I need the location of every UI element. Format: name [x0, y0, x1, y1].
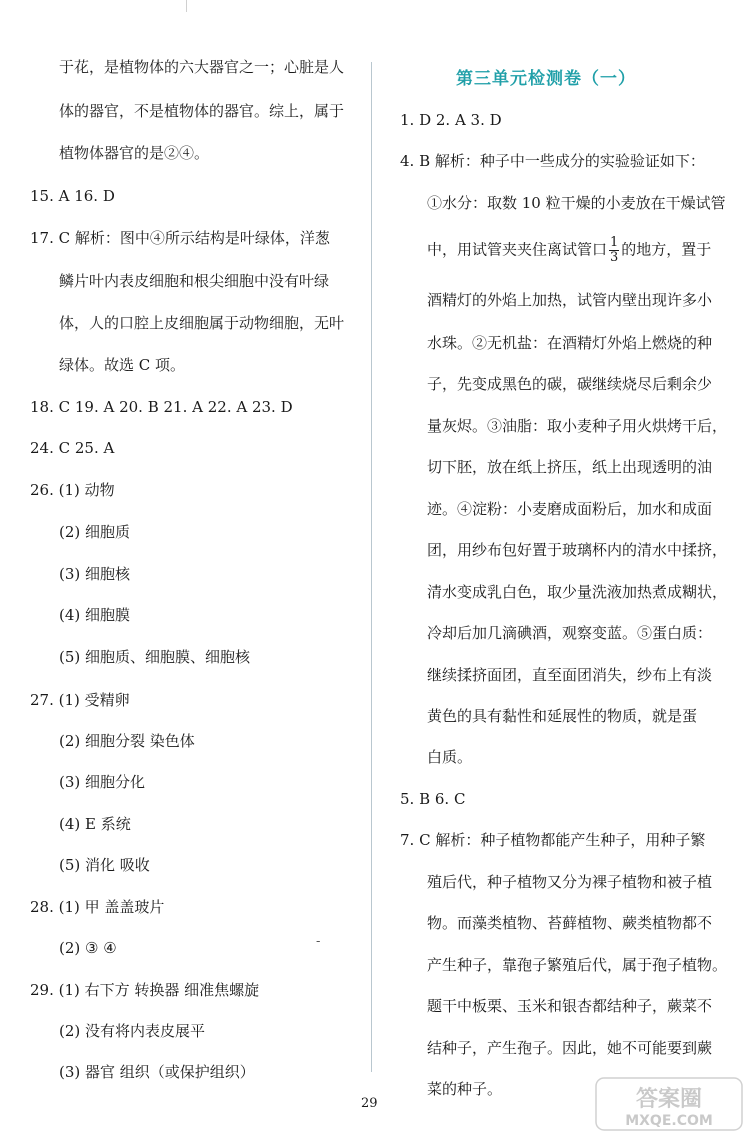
- text-segment: 中，用试管夹夹住离试管口: [427, 240, 608, 259]
- text-line-with-fraction: [427, 236, 711, 265]
- text-line: 继续揉挤面团，直至面团消失，纱布上有淡: [427, 666, 713, 684]
- sub-answer-line: (2) 细胞质: [59, 523, 131, 541]
- watermark-logo: [594, 1076, 744, 1132]
- text-line: 殖后代，种子植物又分为裸子植物和被子植: [427, 873, 713, 891]
- text-line: 迹。④淀粉：小麦磨成面粉后，加水和成面: [427, 500, 713, 518]
- answer-line: 1. D 2. A 3. D: [400, 111, 502, 129]
- watermark-line2: MXQE.COM: [625, 1113, 713, 1129]
- text-line: 冷却后加几滴碘酒，观察变蓝。⑤蛋白质：: [427, 624, 713, 642]
- sub-answer-line: (2) ③ ④: [59, 939, 117, 957]
- sub-answer-line: (5) 细胞质、细胞膜、细胞核: [59, 648, 251, 666]
- text-line: ①水分：取数 10 粒干燥的小麦放在干燥试管: [427, 194, 726, 212]
- sub-answer-line: (2) 细胞分裂 染色体: [59, 732, 195, 750]
- text-line: 团，用纱布包好置于玻璃杯内的清水中揉挤，: [427, 541, 728, 559]
- text-line: 于花，是植物体的六大器官之一；心脏是人: [59, 58, 345, 76]
- text-line: 绿体。故选 C 项。: [59, 356, 186, 374]
- text-line: 题干中板栗、玉米和银杏都结种子，蕨菜不: [427, 997, 713, 1015]
- text-line: 物。而藻类植物、苔藓植物、蕨类植物都不: [427, 914, 713, 932]
- text-line: 结种子，产生孢子。因此，她不可能要到蕨: [427, 1039, 713, 1057]
- answer-line: 28. (1) 甲 盖盖玻片: [30, 898, 165, 916]
- page-number: 29: [361, 1096, 378, 1111]
- answer-line: 4. B 解析：种子中一些成分的实验验证如下：: [400, 152, 705, 170]
- text-line: 体的器官，不是植物体的器官。综上，属于: [59, 102, 345, 120]
- text-line: 酒精灯的外焰上加热，试管内壁出现许多小: [427, 291, 713, 309]
- text-line: 菜的种子。: [427, 1080, 503, 1098]
- text-line: 清水变成乳白色，取少量洗液加热煮成糊状，: [427, 583, 728, 601]
- fraction-numerator: 1: [610, 235, 619, 250]
- fraction-denominator: 3: [610, 250, 619, 265]
- sub-answer-line: (5) 消化 吸收: [59, 856, 150, 874]
- sub-answer-line: (4) 细胞膜: [59, 606, 131, 624]
- sub-answer-line: (4) E 系统: [59, 815, 131, 833]
- column-divider: [371, 62, 372, 1072]
- stray-mark: -: [316, 934, 321, 949]
- answer-line: 15. A 16. D: [30, 187, 115, 205]
- text-line: 量灰烬。③油脂：取小麦种子用火烘烤干后，: [427, 417, 728, 435]
- answer-line: 26. (1) 动物: [30, 481, 115, 499]
- answer-line: 17. C 解析：图中④所示结构是叶绿体，洋葱: [30, 229, 330, 247]
- sub-answer-line: (3) 细胞核: [59, 565, 131, 583]
- top-tick-mark: [186, 0, 187, 12]
- sub-answer-line: (2) 没有将内表皮展平: [59, 1022, 206, 1040]
- text-line: 子，先变成黑色的碳，碳继续烧尽后剩余少: [427, 375, 713, 393]
- text-line: 黄色的具有黏性和延展性的物质，就是蛋: [427, 707, 698, 725]
- text-line: 体，人的口腔上皮细胞属于动物细胞，无叶: [59, 314, 345, 332]
- text-line: 鳞片叶内表皮细胞和根尖细胞中没有叶绿: [59, 272, 330, 290]
- text-line: 白质。: [427, 748, 473, 766]
- answer-line: 18. C 19. A 20. B 21. A 22. A 23. D: [30, 398, 293, 416]
- answer-line: 29. (1) 右下方 转换器 细准焦螺旋: [30, 981, 260, 999]
- answer-line: 5. B 6. C: [400, 790, 466, 808]
- watermark-line1: 答案圈: [635, 1087, 703, 1112]
- text-line: 水珠。②无机盐：在酒精灯外焰上燃烧的种: [427, 334, 713, 352]
- section-title: 第三单元检测卷（一）: [456, 69, 636, 89]
- text-segment: 的地方，置于: [621, 240, 712, 259]
- sub-answer-line: (3) 器官 组织（或保护组织）: [59, 1063, 255, 1081]
- text-line: 产生种子，靠孢子繁殖后代，属于孢子植物。: [427, 956, 728, 974]
- text-line: 切下胚，放在纸上挤压，纸上出现透明的油: [427, 458, 713, 476]
- sub-answer-line: (3) 细胞分化: [59, 773, 146, 791]
- answer-line: 24. C 25. A: [30, 439, 115, 457]
- answer-line: 7. C 解析：种子植物都能产生种子，用种子繁: [400, 831, 706, 849]
- answer-line: 27. (1) 受精卵: [30, 691, 130, 709]
- text-line: 植物体器官的是②④。: [59, 144, 210, 162]
- fraction-one-third: [609, 236, 619, 265]
